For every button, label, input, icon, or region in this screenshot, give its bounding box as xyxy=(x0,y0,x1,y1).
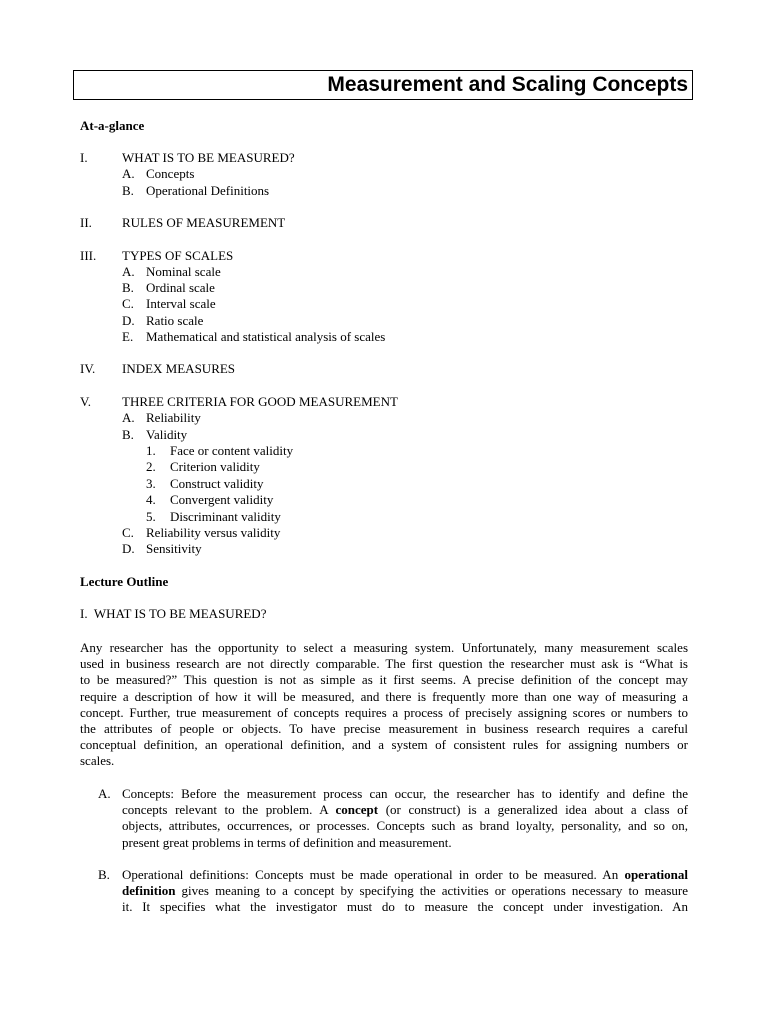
toc-numeral: III. xyxy=(80,248,97,263)
toc-item-label: Reliability versus validity xyxy=(146,525,281,540)
item-a-paragraph xyxy=(122,786,688,851)
toc-subitem-label: Convergent validity xyxy=(170,492,274,507)
toc-item-letter: B. xyxy=(122,427,134,442)
toc-item-letter: B. xyxy=(122,183,134,198)
outline-item-letter: A. xyxy=(98,786,111,801)
toc-item-label: Sensitivity xyxy=(146,541,202,556)
toc-item-letter: E. xyxy=(122,329,134,344)
toc-item-label: Interval scale xyxy=(146,296,216,311)
paragraph-line: objects, attributes, occurrences, or processes. Concepts such as brand loyalty, personality, and so on, xyxy=(122,818,688,834)
toc-item-letter: A. xyxy=(122,410,135,425)
text-run: Operational definitions: Concepts must be made operational in order to be measured. An xyxy=(122,867,625,882)
outline-section-title: I. WHAT IS TO BE MEASURED? xyxy=(80,606,267,621)
paragraph-line: it. It specifies what the investigator must do to measure the concept under investigation. An xyxy=(122,899,688,915)
term-operational: operational xyxy=(624,867,688,882)
paragraph-line xyxy=(122,802,688,818)
item-b-paragraph xyxy=(122,867,688,916)
toc-section-label: THREE CRITERIA FOR GOOD MEASUREMENT xyxy=(122,394,398,409)
toc-numeral: V. xyxy=(80,394,91,409)
toc-item-label: Concepts xyxy=(146,166,195,181)
page-title: Measurement and Scaling Concepts xyxy=(327,73,688,96)
toc-subitem-number: 3. xyxy=(146,476,156,491)
outline-item-letter: B. xyxy=(98,867,110,882)
paragraph-line: to be measured?” This question is not as simple as it first seems. A precise definition of the concept may xyxy=(80,672,688,688)
toc-item-label: Validity xyxy=(146,427,188,442)
toc-subitem-label: Criterion validity xyxy=(170,459,260,474)
toc-section-label: INDEX MEASURES xyxy=(122,361,236,376)
intro-paragraph xyxy=(80,640,688,770)
toc-item-letter: A. xyxy=(122,264,135,279)
toc-subitem-number: 4. xyxy=(146,492,156,507)
toc-item-letter: D. xyxy=(122,313,135,328)
toc-subitem-number: 5. xyxy=(146,509,156,524)
toc-item-letter: D. xyxy=(122,541,135,556)
paragraph-line: used in business research are not directly comparable. The first question the researcher must ask is “What is xyxy=(80,656,688,672)
title-box xyxy=(73,70,693,100)
toc-subitem-number: 1. xyxy=(146,443,156,458)
paragraph-line: conceptual definition, an operational definition, and a system of consistent rules for assigning numbers or xyxy=(80,737,688,753)
toc-subitem-label: Face or content validity xyxy=(170,443,294,458)
toc-item-label: Reliability xyxy=(146,410,201,425)
toc-item-label: Nominal scale xyxy=(146,264,221,279)
toc-numeral: I. xyxy=(80,150,88,165)
text-run: (or construct) is a generalized idea about a class of xyxy=(378,802,688,818)
paragraph-line: the attributes of people or objects. To have precise measurement in business research requires a careful xyxy=(80,721,688,737)
paragraph-line xyxy=(122,883,688,899)
toc-section-label: TYPES OF SCALES xyxy=(122,248,234,263)
paragraph-line xyxy=(122,867,688,883)
toc-section-label: RULES OF MEASUREMENT xyxy=(122,215,286,230)
toc-item-letter: C. xyxy=(122,525,134,540)
text-run: concepts relevant to the problem. A xyxy=(122,802,336,818)
paragraph-line: concept. Further, true measurement of concepts requires a process of precisely assigning scores or numbers to xyxy=(80,704,688,720)
toc-section-label: WHAT IS TO BE MEASURED? xyxy=(122,150,295,165)
paragraph-line: Any researcher has the opportunity to select a measuring system. Unfortunately, many measurement scales xyxy=(80,640,688,655)
paragraph-line: require a description of how it will be measured, and there is frequently more than one way of measuring a xyxy=(80,688,688,704)
text-run: gives meaning to a concept by specifying the activities or operations necessary to measure xyxy=(175,883,688,899)
toc-item-letter: C. xyxy=(122,296,134,311)
toc-item-label: Operational Definitions xyxy=(146,183,270,198)
paragraph-line: scales. xyxy=(80,753,115,769)
paragraph-line: present great problems in terms of definition and measurement. xyxy=(122,834,452,850)
toc-numeral: II. xyxy=(80,215,92,230)
toc-subitem-number: 2. xyxy=(146,459,156,474)
toc-item-label: Ratio scale xyxy=(146,313,204,328)
toc-subitem-label: Construct validity xyxy=(170,476,264,491)
term-definition: definition xyxy=(122,883,176,899)
toc-numeral: IV. xyxy=(80,361,96,376)
toc-item-letter: A. xyxy=(122,166,135,181)
toc-subitem-label: Discriminant validity xyxy=(170,509,281,524)
at-a-glance-heading: At-a-glance xyxy=(80,118,145,133)
lecture-outline-heading: Lecture Outline xyxy=(80,574,169,589)
toc-item-label: Ordinal scale xyxy=(146,280,215,295)
paragraph-line: Concepts: Before the measurement process can occur, the researcher has to identify and define the xyxy=(122,786,688,801)
term-concept: concept xyxy=(335,802,379,818)
toc-item-letter: B. xyxy=(122,280,134,295)
toc-item-label: Mathematical and statistical analysis of scales xyxy=(146,329,386,344)
